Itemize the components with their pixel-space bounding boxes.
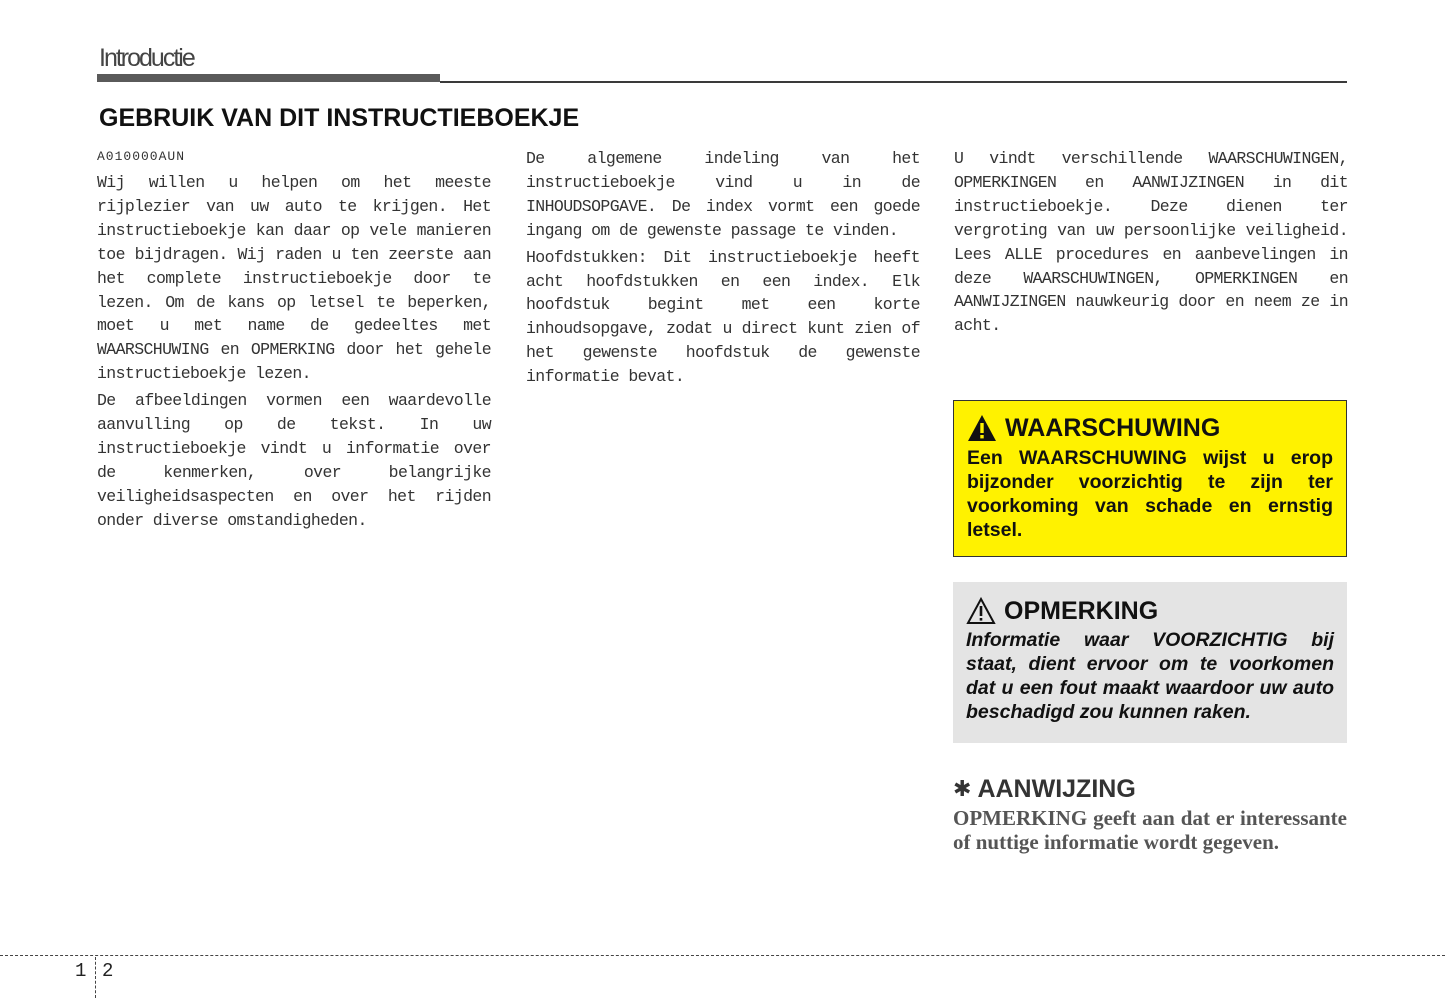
- paragraph: Hoofdstukken: Dit instructieboekje heeft acht hoofdstukken en een index. Elk hoofdstuk begint met een korte inhoudsopgave, zodat u direct kunt zien of het gewenste hoofdstuk de gewenste informatie bevat.: [526, 247, 920, 387]
- note-header: [966, 594, 1334, 628]
- asterisk-icon: ✱: [953, 777, 972, 802]
- page-number: 2: [102, 960, 114, 982]
- hint-header: [953, 775, 1136, 804]
- doc-code: A010000AUN: [97, 149, 186, 164]
- footer-page-separator: [95, 957, 96, 998]
- warning-triangle-icon: [967, 414, 997, 442]
- chapter-number: 1: [75, 960, 87, 982]
- warning-text: Een WAARSCHUWING wijst u erop bijzonder voorzichtig te zijn ter voorkoming van schade en ernstig letsel.: [967, 447, 1333, 541]
- header-rule-thick: [97, 74, 440, 82]
- note-title: OPMERKING: [1004, 596, 1159, 625]
- paragraph: De algemene indeling van het instructieboekje vind u in de INHOUDSOPGAVE. De index vormt een goede ingang om de gewenste passage te vinden.: [526, 149, 920, 240]
- note-box: [953, 582, 1347, 743]
- text-column-3: [954, 147, 1348, 341]
- paragraph: De afbeeldingen vormen een waardevolle aanvulling op de tekst. In uw instructieboekje vindt u informatie over de kenmerken, over belangrijke veiligheidsaspecten en over het rijden onder diverse omstandigheden.: [97, 391, 491, 530]
- footer-divider: [0, 955, 1445, 956]
- paragraph: Wij willen u helpen om het meeste rijplezier van uw auto te krijgen. Het instructieboekje kan daar op vele manieren toe bijdragen. Wij raden u ten zeerste aan het complete instructieboekje door te lezen. Om de kans op letsel te beperken, moet u met name de gedeeltes met WAARSCHUWING en OPMERKING door het gehele instructieboekje lezen.: [97, 173, 491, 384]
- page-heading: GEBRUIK VAN DIT INSTRUCTIEBOEKJE: [99, 104, 580, 132]
- warning-header: [967, 411, 1333, 445]
- hint-text: OPMERKING geeft aan dat er interessante of nuttige informatie wordt gegeven.: [953, 806, 1347, 854]
- caution-triangle-icon: [966, 597, 996, 625]
- note-text: Informatie waar VOORZICHTIG bij staat, dient ervoor om te voorkomen dat u een fout maakt waardoor uw auto beschadigd zou kunnen raken.: [966, 629, 1334, 723]
- text-column-2: [526, 147, 920, 392]
- text-column-1: [97, 171, 491, 536]
- warning-title: WAARSCHUWING: [1005, 413, 1221, 442]
- paragraph: U vindt verschillende WAARSCHUWINGEN, OPMERKINGEN en AANWIJZINGEN in dit instructieboekje. Deze dienen ter vergroting van uw persoonlijke veiligheid. Lees ALLE procedures en aanbevelingen in deze WAARSCHUWINGEN, OPMERKINGEN en AANWIJZINGEN nauwkeurig door en neem ze in acht.: [954, 149, 1348, 336]
- section-title: Introductie: [99, 44, 194, 72]
- header-rule-thin: [440, 81, 1347, 83]
- warning-box: [953, 400, 1347, 557]
- hint-title: AANWIJZING: [977, 775, 1136, 803]
